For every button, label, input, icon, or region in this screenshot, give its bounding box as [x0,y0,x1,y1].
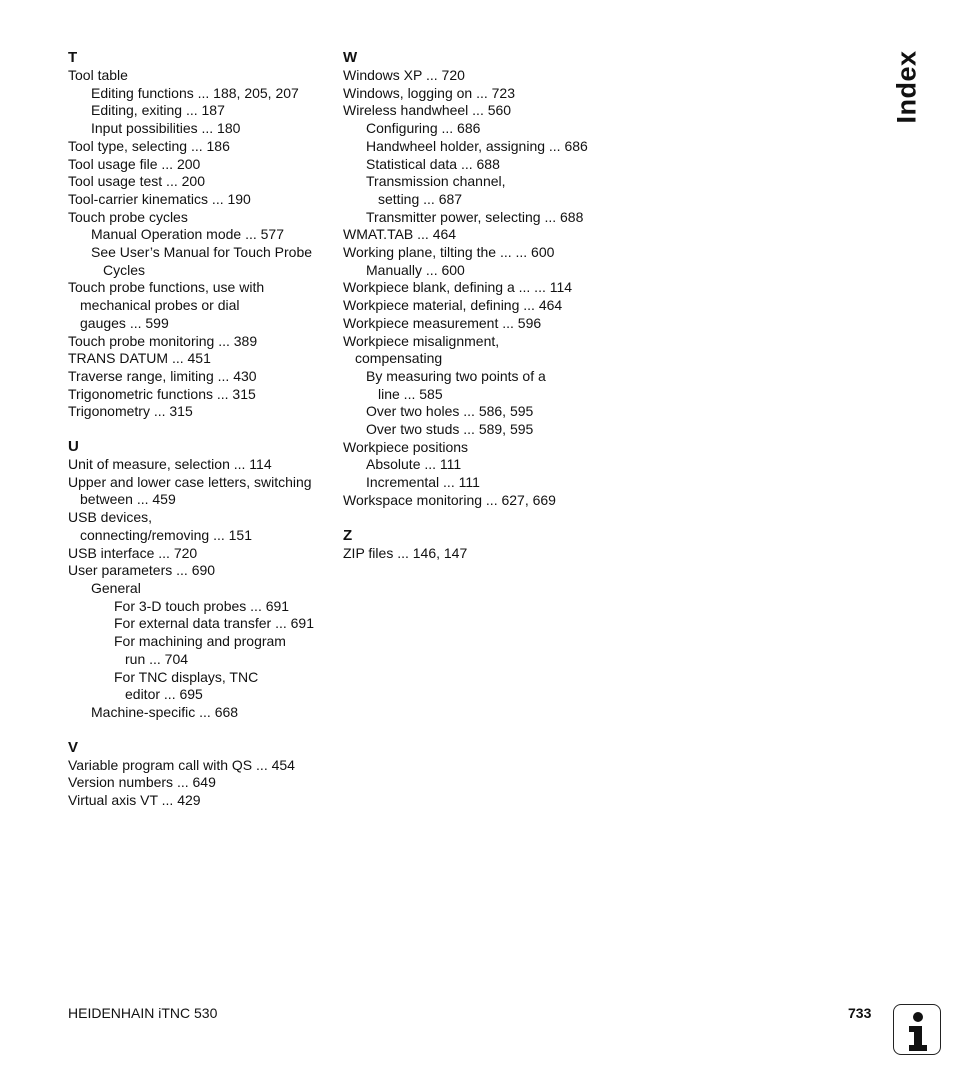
index-entry: Workpiece blank, defining a ... ... 114 [343,279,573,296]
index-entry: Workpiece positions [343,438,469,455]
index-entry: General [91,579,141,596]
index-entry: Editing functions ... 188, 205, 207 [91,84,299,101]
index-entry: Variable program call with QS ... 454 [68,756,295,773]
index-entry: gauges ... 599 [80,314,169,331]
section-letter: V [68,738,79,756]
index-entry: Editing, exiting ... 187 [91,102,225,119]
index-entry: line ... 585 [378,385,443,402]
index-side-label [889,52,925,122]
section-letter: T [68,49,78,66]
index-entry: Tool usage test ... 200 [68,173,205,190]
section-letter: Z [343,526,353,544]
index-entry: Manual Operation mode ... 577 [91,226,285,243]
index-entry: Statistical data ... 688 [366,155,500,172]
index-entry: Windows, logging on ... 723 [343,84,515,101]
index-section-t [68,49,330,421]
index-entry: Tool-carrier kinematics ... 190 [68,190,251,207]
index-entry: Virtual axis VT ... 429 [68,792,201,809]
index-entry: Over two holes ... 586, 595 [366,403,534,420]
index-entry: Working plane, tilting the ... ... 600 [343,244,555,261]
index-entry: Touch probe monitoring ... 389 [68,332,258,349]
index-entry: Unit of measure, selection ... 114 [68,456,272,473]
index-entry: For 3-D touch probes ... 691 [114,597,290,614]
index-entry: By measuring two points of a [366,367,546,384]
index-entry: Cycles [103,261,146,278]
index-entry: Transmission channel, [366,173,506,190]
index-entry: Workpiece measurement ... 596 [343,314,542,331]
index-entry: USB devices, [68,509,153,526]
info-icon [893,1004,941,1055]
index-entry: Version numbers ... 649 [68,774,216,791]
section-letter: W [343,49,358,66]
index-entry: Machine-specific ... 668 [91,703,239,720]
index-entry: WMAT.TAB ... 464 [343,226,457,243]
index-entry: Trigonometric functions ... 315 [68,385,256,402]
index-entry: Touch probe functions, use with [68,279,265,296]
index-entry: Workpiece misalignment, [343,332,500,349]
page-number: 733 [848,1005,872,1021]
index-entry: Handwheel holder, assigning ... 686 [366,137,588,154]
index-entry: See User’s Manual for Touch Probe [91,244,313,261]
index-entry: mechanical probes or dial [80,297,240,314]
index-entry: between ... 459 [80,491,176,508]
index-entry: USB interface ... 720 [68,544,198,561]
index-entry: Workspace monitoring ... 627, 669 [343,491,556,508]
index-side-label-text: Index [891,50,922,124]
index-entry: For TNC displays, TNC [114,668,259,685]
index-entry: Absolute ... 111 [366,456,462,473]
index-entry: For machining and program [114,633,286,650]
index-section-u [68,438,330,722]
index-entry: Touch probe cycles [68,208,188,225]
index-section-w [343,49,623,510]
index-entry: User parameters ... 690 [68,562,216,579]
index-entry: Workpiece material, defining ... 464 [343,297,563,314]
index-entry: Traverse range, limiting ... 430 [68,367,257,384]
index-column-left [68,49,330,827]
index-entry: Input possibilities ... 180 [91,120,241,137]
index-entry: Tool type, selecting ... 186 [68,137,230,154]
index-entry: Trigonometry ... 315 [68,403,193,420]
index-entry: Windows XP ... 720 [343,67,465,83]
index-column-right [343,49,623,579]
index-entry: Tool usage file ... 200 [68,155,201,172]
index-entry: Configuring ... 686 [366,120,481,137]
index-entry: Tool table [68,67,128,83]
index-entry: connecting/removing ... 151 [80,526,252,543]
index-entry: Incremental ... 111 [366,474,480,491]
index-entry: run ... 704 [125,650,189,667]
index-entry: editor ... 695 [125,686,203,703]
index-entry: TRANS DATUM ... 451 [68,350,211,367]
section-letter: U [68,438,79,456]
index-entry: compensating [355,350,443,367]
index-entry: Wireless handwheel ... 560 [343,102,512,119]
index-section-v [68,739,330,810]
info-icon-glyph [894,1005,942,1056]
index-entry: Manually ... 600 [366,261,465,278]
index-entry: Over two studs ... 589, 595 [366,421,534,438]
index-entry: For external data transfer ... 691 [114,615,314,632]
index-entry: Transmitter power, selecting ... 688 [366,208,584,225]
index-section-z [343,527,623,563]
index-entry: setting ... 687 [378,190,463,207]
footer-title: HEIDENHAIN iTNC 530 [68,1005,218,1021]
index-entry: ZIP files ... 146, 147 [343,544,468,561]
index-entry: Upper and lower case letters, switching [68,473,312,490]
